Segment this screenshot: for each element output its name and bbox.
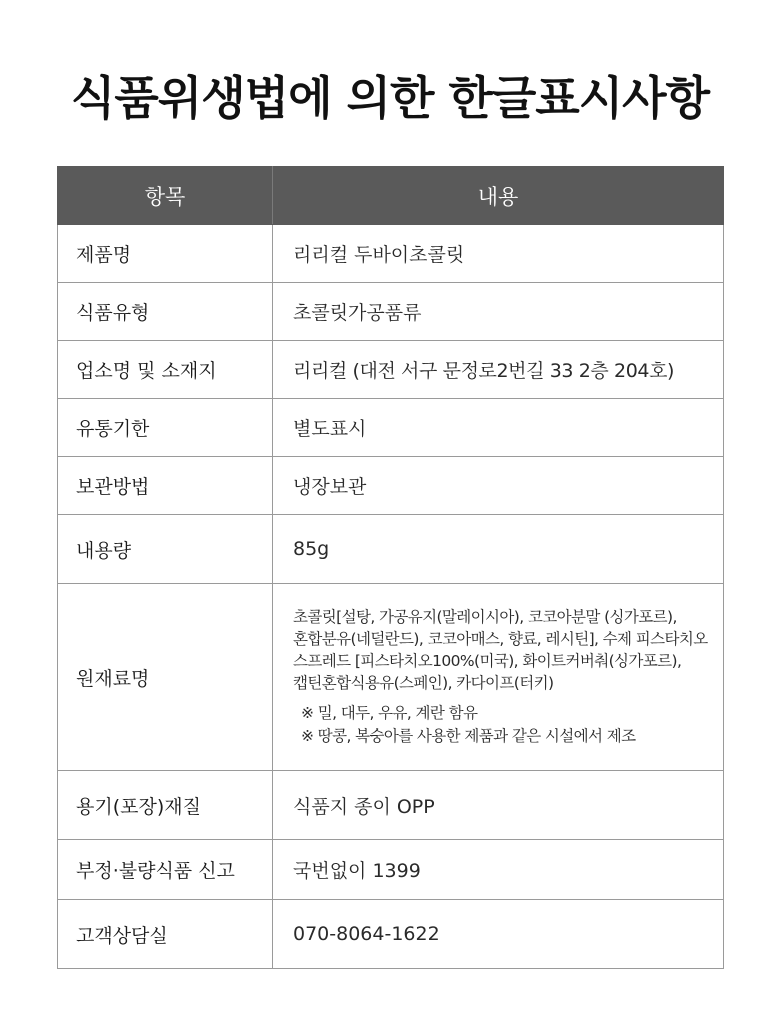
page-title: 식품위생법에 의한 한글표시사항 [70, 71, 710, 125]
header-item: 항목 [58, 167, 273, 225]
ingredients-line: 혼합분유(네덜란드), 코코아매스, 향료, 레시틴], 수제 피스타치오 [293, 630, 708, 648]
table-row [58, 341, 724, 399]
row-value-net-weight: 85g [273, 515, 724, 584]
row-label-report: 부정·불량식품 신고 [58, 840, 273, 900]
table-row [58, 457, 724, 515]
table-row [58, 900, 724, 969]
allergen-notes [293, 702, 723, 748]
table-row [58, 225, 724, 283]
row-value-expiration: 별도표시 [273, 399, 724, 457]
row-label-customer-service: 고객상담실 [58, 900, 273, 969]
table-row [58, 840, 724, 900]
ingredients-text [293, 606, 723, 694]
table-header-row [58, 167, 724, 225]
row-value-customer-service: 070-8064-1622 [273, 900, 724, 969]
table-row [58, 399, 724, 457]
row-value-packaging: 식품지 종이 OPP [273, 771, 724, 840]
ingredients-line: 초콜릿[설탕, 가공유지(말레이시아), 코코아분말 (싱가포르), [293, 608, 677, 626]
row-value-business-address: 리리컬 (대전 서구 문정로2번길 33 2층 204호) [273, 341, 724, 399]
row-value-product-name: 리리컬 두바이초콜릿 [273, 225, 724, 283]
row-label-packaging: 용기(포장)재질 [58, 771, 273, 840]
row-label-product-name: 제품명 [58, 225, 273, 283]
row-value-report: 국번없이 1399 [273, 840, 724, 900]
ingredients-line: 캡틴혼합식용유(스페인), 카다이프(터키) [293, 674, 554, 692]
food-label-table [57, 166, 724, 969]
row-value-food-type: 초콜릿가공품류 [273, 283, 724, 341]
allergen-note: ※ 땅콩, 복숭아를 사용한 제품과 같은 시설에서 제조 [301, 727, 636, 745]
row-value-ingredients [273, 584, 724, 771]
header-content: 내용 [273, 167, 724, 225]
table-row [58, 283, 724, 341]
row-label-business-address: 업소명 및 소재지 [58, 341, 273, 399]
ingredients-line: 스프레드 [피스타치오100%(미국), 화이트커버춰(싱가포르), [293, 652, 682, 670]
row-label-food-type: 식품유형 [58, 283, 273, 341]
table-row [58, 584, 724, 771]
row-label-net-weight: 내용량 [58, 515, 273, 584]
row-value-storage: 냉장보관 [273, 457, 724, 515]
allergen-note: ※ 밀, 대두, 우유, 계란 함유 [301, 704, 478, 722]
row-label-storage: 보관방법 [58, 457, 273, 515]
table-row [58, 771, 724, 840]
row-label-ingredients: 원재료명 [58, 584, 273, 771]
row-label-expiration: 유통기한 [58, 399, 273, 457]
table-row [58, 515, 724, 584]
